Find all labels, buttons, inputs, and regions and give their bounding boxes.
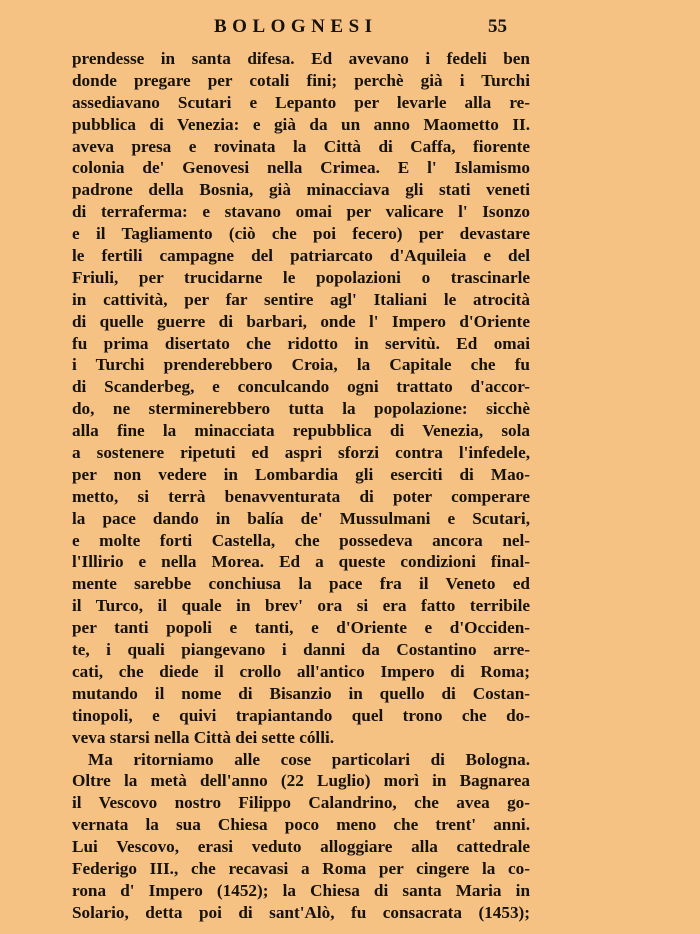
text-line: tinopoli, e quivi trapiantando quel trono che do-: [72, 705, 530, 725]
running-title: BOLOGNESI: [214, 16, 378, 37]
page-number: 55: [488, 16, 507, 37]
text-line: e molte forti Castella, che possedeva ancora nel-: [72, 530, 530, 550]
text-line: di terraferma: e stavano omai per valicare l' Isonzo: [72, 202, 530, 222]
text-line: il Turco, il quale in brev' ora si era fatto terribile: [72, 596, 530, 616]
text-line: l'Illirio e nella Morea. Ed a queste condizioni final-: [72, 552, 530, 572]
text-line: il Vescovo nostro Filippo Calandrino, che avea go-: [72, 793, 530, 813]
text-line: per non vedere in Lombardia gli eserciti di Mao-: [72, 464, 530, 484]
text-line: te, i quali piangevano i danni da Costantino arre-: [72, 640, 530, 660]
text-line: per tanti popoli e tanti, e d'Oriente e d'Occiden-: [72, 618, 530, 638]
text-line: di Scanderbeg, e conculcando ogni trattato d'accor-: [72, 377, 530, 397]
text-line: Oltre la metà dell'anno (22 Luglio) morì in Bagnarea: [72, 771, 530, 791]
text-line: Friuli, per trucidarne le popolazioni o trascinarle: [72, 267, 530, 287]
text-line: do, ne sterminerebbero tutta la popolazione: sicchè: [72, 399, 530, 419]
paragraph-last-line: veva starsi nella Città dei sette cólli.: [72, 727, 335, 747]
text-line: prendesse in santa difesa. Ed avevano i fedeli ben: [72, 49, 530, 68]
paragraph-first-line: Ma ritorniamo alle cose particolari di Bologna.: [88, 749, 530, 769]
text-line: i Turchi prenderebbero Croia, la Capitale che fu: [72, 355, 530, 375]
text-line: mutando il nome di Bisanzio in quello di Costan-: [72, 683, 530, 703]
text-line: Lui Vescovo, erasi veduto alloggiare alla cattedrale: [72, 837, 530, 857]
text-line: di quelle guerre di barbari, onde l' Impero d'Oriente: [72, 311, 530, 331]
text-line: rona d' Impero (1452); la Chiesa di santa Maria in: [72, 880, 530, 900]
text-line: padrone della Bosnia, già minacciava gli stati veneti: [72, 180, 530, 200]
text-line: colonia de' Genovesi nella Crimea. E l' Islamismo: [72, 158, 530, 178]
text-line: alla fine la minacciata repubblica di Venezia, sola: [72, 421, 530, 441]
text-line: mente sarebbe conchiusa la pace fra il Veneto ed: [72, 574, 530, 594]
text-line: donde pregare per cotali fini; perchè già i Turchi: [72, 70, 530, 90]
text-line: cati, che diede il crollo all'antico Impero di Roma;: [72, 661, 530, 681]
text-line: pubblica di Venezia: e già da un anno Maometto II.: [72, 114, 530, 134]
text-line: la pace dando in balía de' Mussulmani e Scutari,: [72, 508, 530, 528]
text-line: aveva presa e rovinata la Città di Caffa, fiorente: [72, 136, 530, 156]
text-line: assediavano Scutari e Lepanto per levarle alla re-: [72, 92, 530, 112]
text-line: fu prima disertato che ridotto in servitù. Ed omai: [72, 333, 530, 353]
text-line: Solario, detta poi di sant'Alò, fu consacrata (1453);: [72, 902, 530, 922]
text-line: Federigo III., che recavasi a Roma per cingere la co-: [72, 858, 530, 878]
text-line: e il Tagliamento (ciò che poi fecero) per devastare: [72, 224, 530, 244]
text-line: le fertili campagne del patriarcato d'Aquileia e del: [72, 246, 530, 266]
body-text: [72, 48, 530, 924]
text-line: in cattività, per far sentire agl' Italiani le atrocità: [72, 289, 530, 309]
text-line: metto, si terrà benavventurata di poter comperare: [72, 486, 530, 506]
text-line: vernata la sua Chiesa poco meno che trent' anni.: [72, 815, 530, 835]
page-header: [0, 14, 700, 40]
text-line: a sostenere ripetuti ed aspri sforzi contra l'infedele,: [72, 443, 530, 463]
